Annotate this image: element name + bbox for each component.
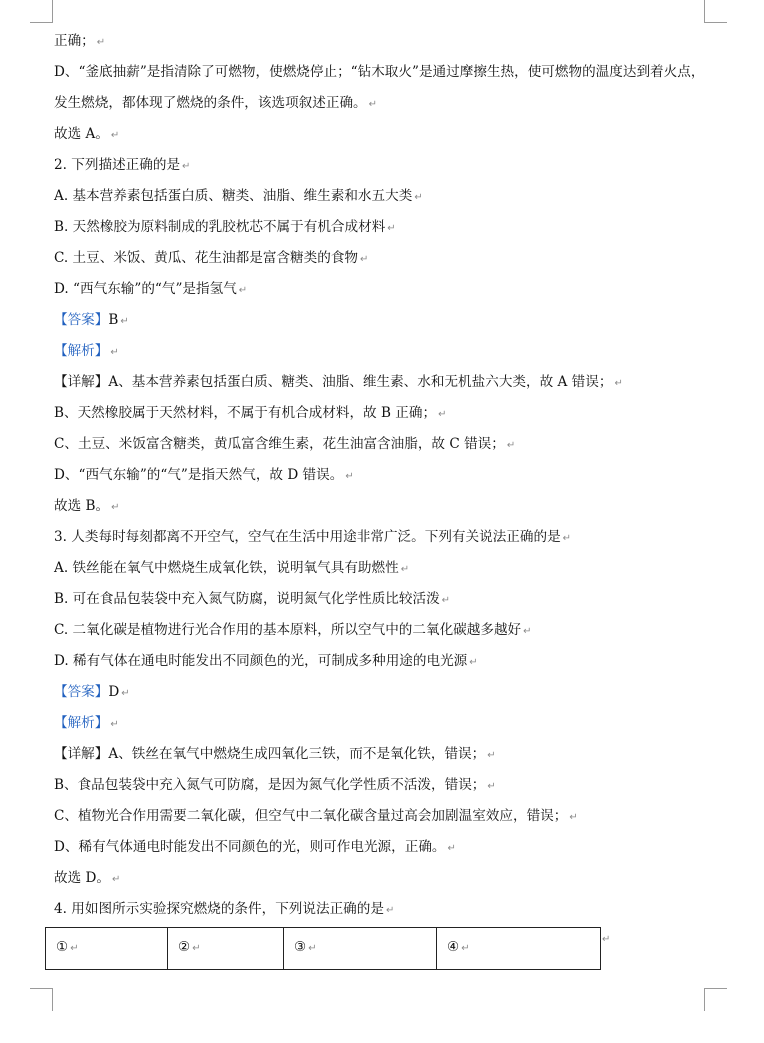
paragraph-line[interactable]	[54, 367, 714, 398]
paragraph-mark-icon: ↵	[614, 378, 623, 389]
paragraph-mark-icon: ↵	[400, 564, 410, 575]
paragraph-mark-icon: ↵	[487, 750, 496, 761]
paragraph-text: B、天然橡胶属于天然材料，不属于有机合成材料，故 B 正确；	[54, 405, 437, 421]
paragraph-line[interactable]	[54, 26, 714, 57]
paragraph-line[interactable]	[54, 708, 714, 739]
paragraph-text: 故选 D。	[54, 870, 111, 886]
paragraph-line[interactable]	[54, 739, 714, 770]
paragraph-text: D、稀有气体通电时能发出不同颜色的光，则可作电光源，正确。	[54, 839, 446, 855]
paragraph-mark-icon: ↵	[438, 409, 447, 420]
paragraph-line[interactable]	[54, 274, 714, 305]
table-cell-4[interactable]: ④ ↵	[437, 928, 601, 970]
paragraph-text: B、食品包装袋中充入氮气可防腐，是因为氮气化学性质不活泼，错误；	[54, 777, 486, 793]
paragraph-mark-icon: ↵	[368, 99, 378, 110]
paragraph-text: D. “西气东输”的“气”是指氢气	[54, 281, 237, 297]
section-tag: 【解析】	[54, 343, 109, 359]
paragraph-line[interactable]	[54, 522, 714, 553]
paragraph-mark-icon: ↵	[441, 595, 451, 606]
paragraph-line[interactable]	[54, 677, 714, 708]
paragraph-line[interactable]	[54, 460, 714, 491]
section-tag: 【答案】	[54, 312, 109, 328]
paragraph-text: 2. 下列描述正确的是	[54, 157, 181, 173]
table-cell-1[interactable]: ① ↵	[46, 928, 168, 970]
paragraph-text: C、土豆、米饭富含糖类，黄瓜富含维生素，花生油富含油脂，故 C 错误；	[54, 436, 505, 452]
paragraph-mark-icon: ↵	[192, 943, 201, 954]
paragraph-line[interactable]	[54, 57, 714, 88]
paragraph-mark-icon: ↵	[110, 130, 120, 141]
row-end-mark-icon: ↵	[602, 934, 611, 945]
paragraph-line[interactable]	[54, 801, 714, 832]
paragraph-mark-icon: ↵	[469, 657, 478, 668]
paragraph-mark-icon: ↵	[345, 471, 354, 482]
paragraph-line[interactable]	[54, 770, 714, 801]
paragraph-mark-icon: ↵	[569, 812, 578, 823]
paragraph-text: D. 稀有气体在通电时能发出不同颜色的光，可制成多种用途的电光源	[54, 653, 468, 669]
table-cell-2[interactable]: ② ↵	[168, 928, 284, 970]
paragraph-mark-icon: ↵	[360, 254, 369, 265]
paragraph-text: B. 天然橡胶为原料制成的乳胶枕芯不属于有机合成材料	[54, 219, 386, 235]
document-body	[54, 26, 714, 925]
paragraph-mark-icon: ↵	[182, 161, 191, 172]
section-tag: 【答案】	[54, 684, 109, 700]
paragraph-line[interactable]	[54, 243, 714, 274]
paragraph-text: 故选 B。	[54, 498, 110, 514]
paragraph-text: 正确；	[54, 33, 95, 49]
paragraph-mark-icon: ↵	[461, 943, 470, 954]
paragraph-mark-icon: ↵	[487, 781, 496, 792]
paragraph-mark-icon: ↵	[238, 285, 248, 296]
paragraph-mark-icon: ↵	[112, 874, 121, 885]
paragraph-text: 【详解】A、基本营养素包括蛋白质、糖类、油脂、维生素、水和无机盐六大类，故 A 错误；	[54, 374, 613, 390]
paragraph-text: B. 可在食品包装袋中充入氮气防腐，说明氮气化学性质比较活泼	[54, 591, 440, 607]
paragraph-mark-icon: ↵	[70, 943, 79, 954]
paragraph-line[interactable]	[54, 212, 714, 243]
paragraph-mark-icon: ↵	[110, 347, 119, 358]
paragraph-text: B	[108, 312, 119, 328]
section-tag: 【解析】	[54, 715, 109, 731]
paragraph-line[interactable]	[54, 150, 714, 181]
paragraph-text: 故选 A。	[54, 126, 109, 142]
paragraph-text: D	[108, 684, 120, 700]
paragraph-line[interactable]	[54, 491, 714, 522]
paragraph-text: A. 基本营养素包括蛋白质、糖类、油脂、维生素和水五大类	[54, 188, 413, 204]
paragraph-line[interactable]	[54, 429, 714, 460]
paragraph-text: C. 土豆、米饭、黄瓜、花生油都是富含糖类的食物	[54, 250, 359, 266]
paragraph-text: D、“釜底抽薪”是指清除了可燃物，使燃烧停止；“钻木取火”是通过摩擦生热，使可燃物的温度达到着火点，	[54, 64, 705, 80]
paragraph-text: 【详解】A、铁丝在氧气中燃烧生成四氧化三铁，而不是氧化铁，错误；	[54, 746, 486, 762]
table-cell-3[interactable]: ③ ↵	[284, 928, 437, 970]
paragraph-text: C. 二氧化碳是植物进行光合作用的基本原料，所以空气中的二氧化碳越多越好	[54, 622, 522, 638]
paragraph-line[interactable]	[54, 119, 714, 150]
paragraph-line[interactable]	[54, 88, 714, 119]
paragraph-line[interactable]	[54, 646, 714, 677]
paragraph-line[interactable]	[54, 181, 714, 212]
paragraph-line[interactable]	[54, 336, 714, 367]
crop-mark-top-right	[704, 0, 727, 23]
table-row	[46, 928, 601, 970]
paragraph-text: 4. 用如图所示实验探究燃烧的条件，下列说法正确的是	[54, 901, 384, 917]
options-table	[45, 927, 601, 970]
paragraph-mark-icon: ↵	[414, 192, 423, 203]
paragraph-mark-icon: ↵	[120, 316, 129, 327]
paragraph-mark-icon: ↵	[111, 502, 120, 513]
paragraph-line[interactable]	[54, 832, 714, 863]
paragraph-mark-icon: ↵	[523, 626, 532, 637]
paragraph-mark-icon: ↵	[308, 943, 317, 954]
paragraph-mark-icon: ↵	[385, 905, 395, 916]
paragraph-line[interactable]	[54, 305, 714, 336]
crop-mark-bottom-right	[704, 988, 727, 1011]
paragraph-text: 3. 人类每时每刻都离不开空气，空气在生活中用途非常广泛。下列有关说法正确的是	[54, 529, 561, 545]
paragraph-text: 发生燃烧，都体现了燃烧的条件，该选项叙述正确。	[54, 95, 367, 111]
paragraph-mark-icon: ↵	[447, 843, 456, 854]
paragraph-mark-icon: ↵	[387, 223, 396, 234]
paragraph-text: A. 铁丝能在氧气中燃烧生成氧化铁，说明氧气具有助燃性	[54, 560, 399, 576]
paragraph-mark-icon: ↵	[562, 533, 572, 544]
paragraph-line[interactable]	[54, 615, 714, 646]
paragraph-line[interactable]	[54, 398, 714, 429]
paragraph-text: D、“西气东输”的“气”是指天然气，故 D 错误。	[54, 467, 344, 483]
paragraph-text: C、植物光合作用需要二氧化碳，但空气中二氧化碳含量过高会加剧温室效应，错误；	[54, 808, 568, 824]
paragraph-line[interactable]	[54, 584, 714, 615]
paragraph-mark-icon: ↵	[96, 37, 106, 48]
paragraph-line[interactable]	[54, 894, 714, 925]
paragraph-line[interactable]	[54, 553, 714, 584]
paragraph-line[interactable]	[54, 863, 714, 894]
crop-mark-top-left	[30, 0, 53, 23]
crop-mark-bottom-left	[30, 988, 53, 1011]
paragraph-mark-icon: ↵	[121, 688, 130, 699]
paragraph-mark-icon: ↵	[110, 719, 119, 730]
paragraph-mark-icon: ↵	[506, 440, 516, 451]
